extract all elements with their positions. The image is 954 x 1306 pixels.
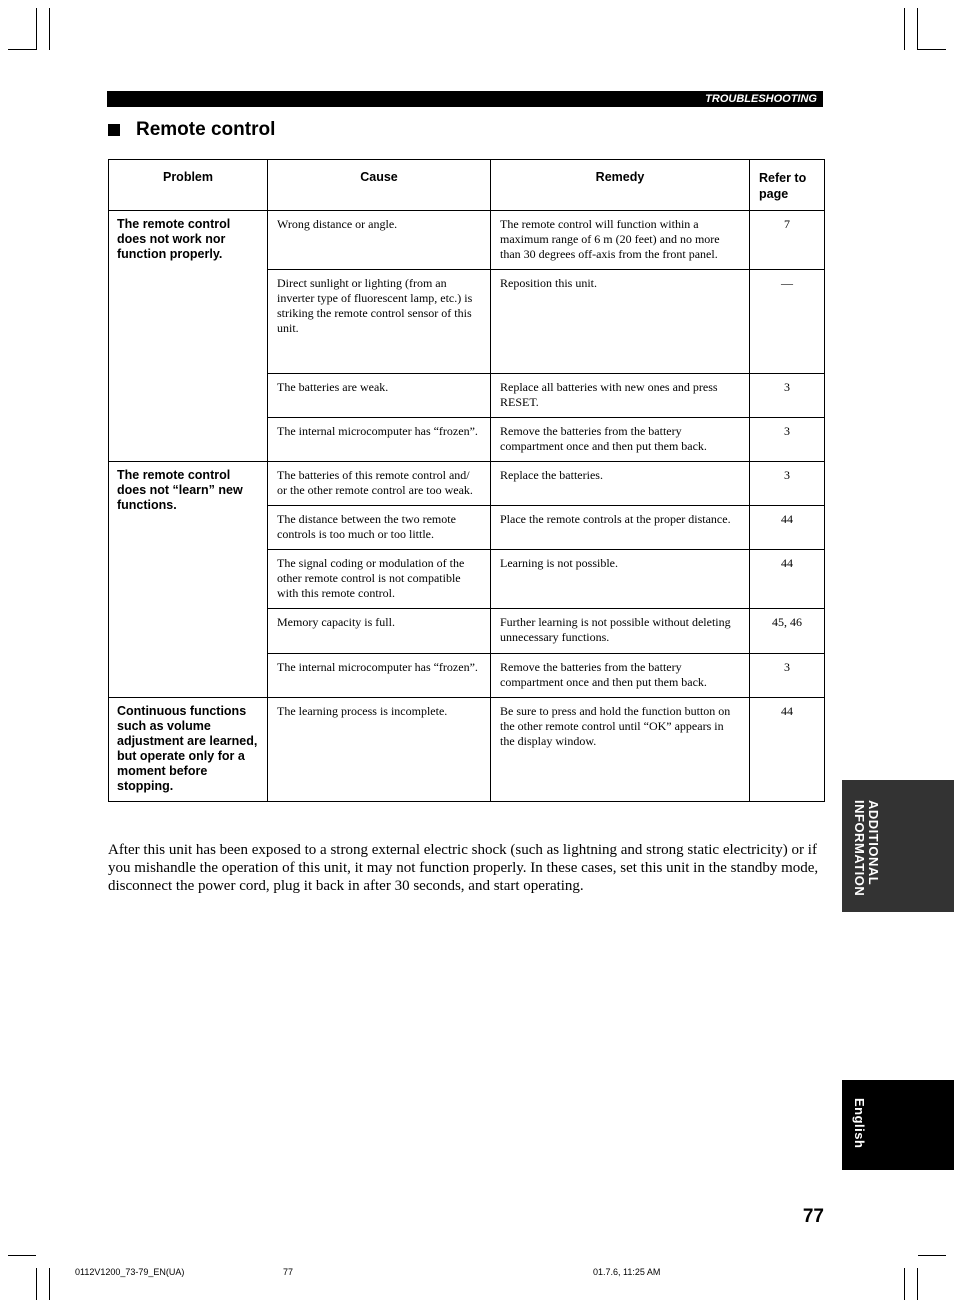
header-problem: Problem xyxy=(109,160,268,211)
page-ref-cell: 7 xyxy=(750,211,825,270)
remedy-cell: The remote control will function within a maximum range of 6 m (20 feet) and no more than 30 degrees off-axis from the front panel. xyxy=(491,211,750,270)
page-ref-cell: 45, 46 xyxy=(750,609,825,654)
cause-cell: Direct sunlight or lighting (from an inverter type of fluorescent lamp, etc.) is striking the remote control sensor of this unit. xyxy=(268,270,491,374)
header-remedy: Remedy xyxy=(491,160,750,211)
cause-cell: The batteries of this remote control and/ or the other remote control are too weak. xyxy=(268,462,491,506)
crop-mark xyxy=(49,8,50,50)
page-ref-cell: 3 xyxy=(750,654,825,698)
cause-cell: The learning process is incomplete. xyxy=(268,698,491,802)
page-ref-cell: 44 xyxy=(750,550,825,609)
page-ref-cell: 3 xyxy=(750,374,825,418)
square-bullet-icon xyxy=(108,124,120,136)
footer-timestamp: 01.7.6, 11:25 AM xyxy=(593,1267,661,1277)
table-row xyxy=(109,462,825,506)
side-tab-line-1: ADDITIONAL xyxy=(866,800,881,886)
crop-mark xyxy=(917,8,918,50)
problem-cell: The remote control does not work nor function properly. xyxy=(109,211,268,462)
page-ref-cell: 44 xyxy=(750,506,825,550)
crop-mark xyxy=(8,1255,36,1256)
page-title-text: Remote control xyxy=(136,119,276,140)
troubleshooting-table xyxy=(108,159,825,802)
cause-cell: The batteries are weak. xyxy=(268,374,491,418)
remedy-cell: Reposition this unit. xyxy=(491,270,750,374)
remedy-cell: Replace all batteries with new ones and press RESET. xyxy=(491,374,750,418)
header-refer-to-page: Refer to page xyxy=(750,160,825,211)
cause-cell: Wrong distance or angle. xyxy=(268,211,491,270)
remedy-cell: Place the remote controls at the proper distance. xyxy=(491,506,750,550)
crop-mark xyxy=(917,1268,918,1300)
cause-cell: Memory capacity is full. xyxy=(268,609,491,654)
crop-mark xyxy=(918,1255,946,1256)
table-row xyxy=(109,211,825,270)
crop-mark xyxy=(8,49,36,50)
cause-cell: The signal coding or modulation of the other remote control is not compatible with this remote control. xyxy=(268,550,491,609)
crop-mark xyxy=(49,1268,50,1300)
remedy-cell: Replace the batteries. xyxy=(491,462,750,506)
page-ref-cell: 3 xyxy=(750,418,825,462)
remedy-cell: Be sure to press and hold the function button on the other remote control until “OK” appears in the display window. xyxy=(491,698,750,802)
problem-cell: The remote control does not “learn” new functions. xyxy=(109,462,268,698)
crop-mark xyxy=(918,49,946,50)
note-paragraph: After this unit has been exposed to a strong external electric shock (such as lightning and strong static electricity) or if you mishandle the operation of this unit, it may not function properly. In these cases, set this unit in the standby mode, disconnect the power cord, plug it back in after 30 seconds, and start operating. xyxy=(108,842,819,894)
remedy-cell: Further learning is not possible without deleting unnecessary functions. xyxy=(491,609,750,654)
side-tab-english xyxy=(842,1080,954,1170)
cause-cell: The distance between the two remote controls is too much or too little. xyxy=(268,506,491,550)
table-header-row xyxy=(109,160,825,211)
cause-cell: The internal microcomputer has “frozen”. xyxy=(268,418,491,462)
cause-cell: The internal microcomputer has “frozen”. xyxy=(268,654,491,698)
page-ref-cell: — xyxy=(750,270,825,374)
page-ref-cell: 44 xyxy=(750,698,825,802)
side-tab-additional-information xyxy=(842,780,954,912)
crop-mark xyxy=(904,1268,905,1300)
page-number: 77 xyxy=(802,1206,824,1227)
side-tab-line-2: INFORMATION xyxy=(852,800,867,897)
remedy-cell: Learning is not possible. xyxy=(491,550,750,609)
remedy-cell: Remove the batteries from the battery compartment once and then put them back. xyxy=(491,654,750,698)
section-header-bar xyxy=(107,91,823,107)
crop-mark xyxy=(904,8,905,50)
problem-cell: Continuous functions such as volume adjustment are learned, but operate only for a moment before stopping. xyxy=(109,698,268,802)
footer-file-name: 0112V1200_73-79_EN(UA) xyxy=(75,1267,185,1277)
remedy-cell: Remove the batteries from the battery compartment once and then put them back. xyxy=(491,418,750,462)
crop-mark xyxy=(36,8,37,50)
page-title xyxy=(108,117,275,143)
header-cause: Cause xyxy=(268,160,491,211)
page-ref-cell: 3 xyxy=(750,462,825,506)
table-row xyxy=(109,698,825,802)
side-tab-english-label: English xyxy=(852,1098,867,1149)
section-label: TROUBLESHOOTING xyxy=(705,93,817,105)
crop-mark xyxy=(36,1268,37,1300)
footer-page: 77 xyxy=(283,1267,294,1277)
